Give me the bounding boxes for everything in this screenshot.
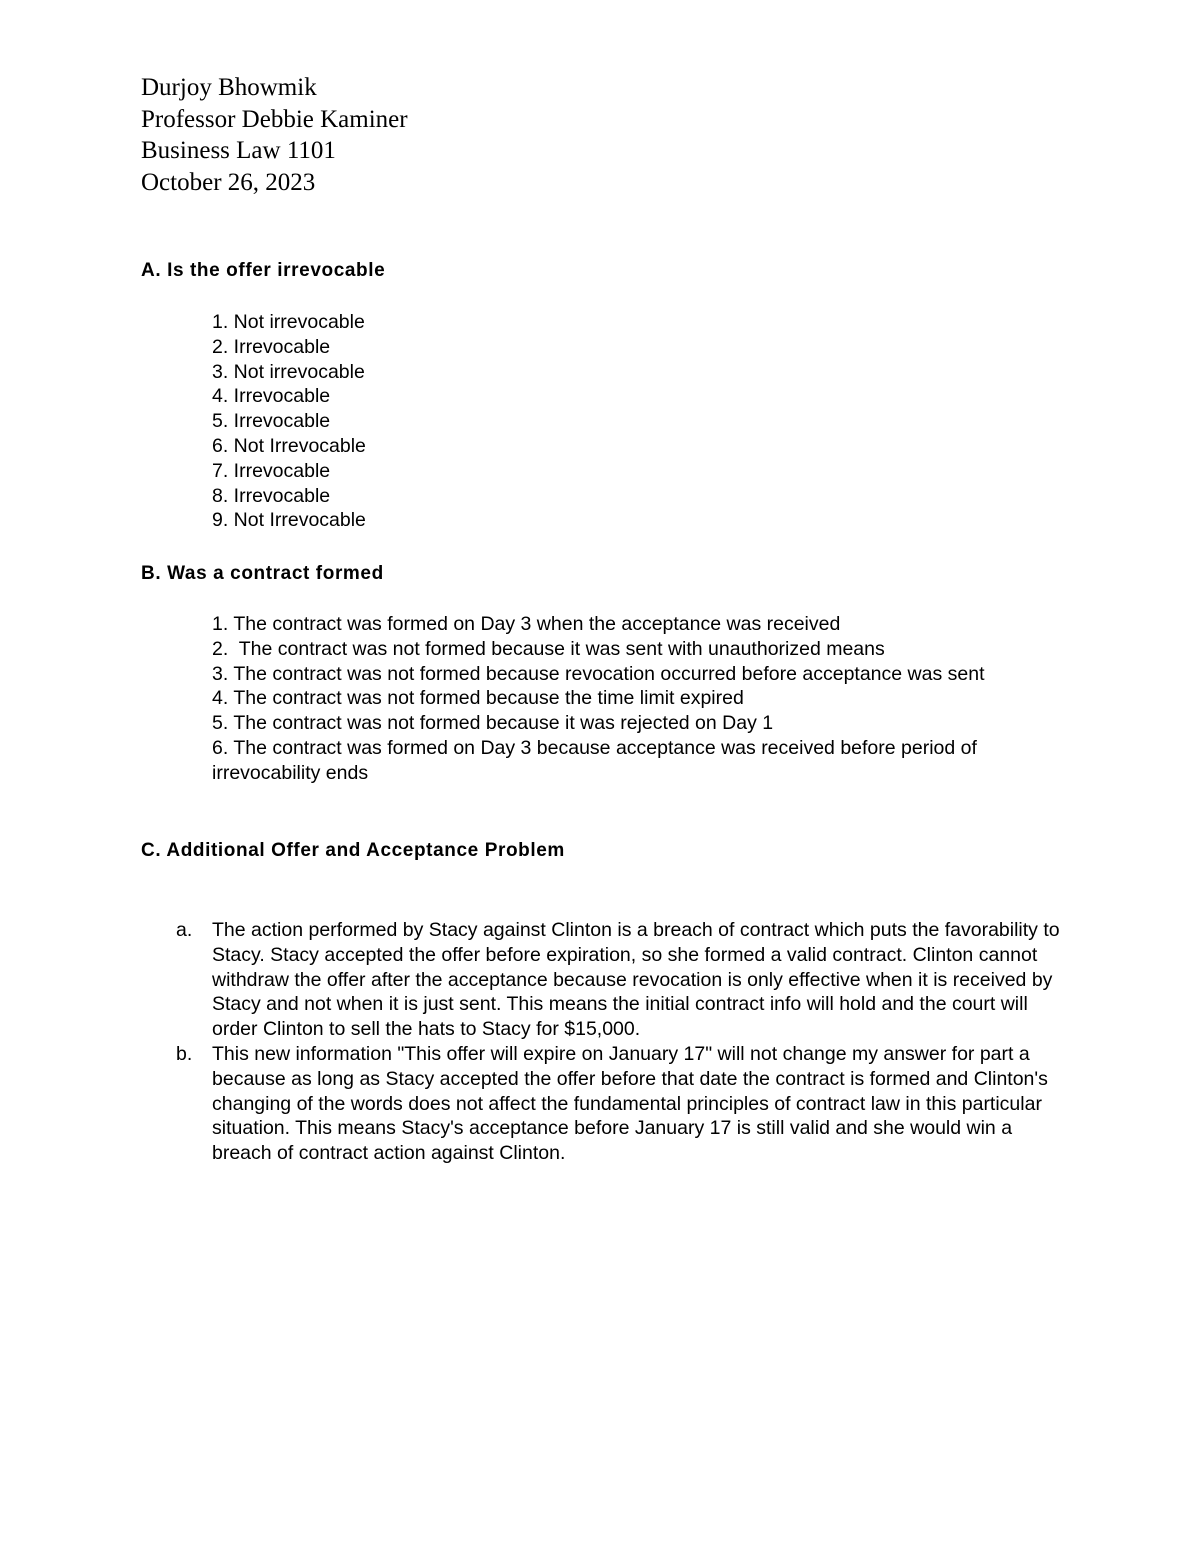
list-item [176, 1042, 1062, 1166]
list-item: 4. Irrevocable [212, 385, 331, 408]
list-item: 7. Irrevocable [212, 459, 331, 482]
section-a-list [212, 310, 1072, 533]
list-item: 2. Irrevocable [212, 335, 331, 358]
list-item: 6. The contract was formed on Day 3 because acceptance was received before period of irrevocability ends [212, 736, 977, 784]
list-marker: b. [176, 1042, 193, 1065]
list-item [176, 918, 1062, 1042]
course-name: Business Law 1101 [141, 137, 336, 164]
student-name: Durjoy Bhowmik [141, 74, 317, 101]
section-b-list [212, 612, 1062, 786]
document-date: October 26, 2023 [141, 168, 316, 196]
list-item: 1. The contract was formed on Day 3 when the acceptance was received [212, 613, 841, 635]
list-marker: a. [176, 919, 193, 941]
list-item: 5. Irrevocable [212, 410, 331, 433]
section-c-title: C. Additional Offer and Acceptance Problem [141, 840, 565, 861]
list-item: 3. Not irrevocable [212, 360, 365, 383]
list-item: 3. The contract was not formed because revocation occurred before acceptance was sent [212, 662, 985, 685]
list-item: 2. The contract was not formed because it was sent with unauthorized means [212, 637, 885, 660]
list-item: 1. Not irrevocable [212, 311, 365, 333]
section-b-title: B. Was a contract formed [141, 563, 384, 584]
list-item: 4. The contract was not formed because the time limit expired [212, 687, 744, 710]
section-c-list [176, 918, 1062, 1166]
list-item: 6. Not Irrevocable [212, 434, 366, 457]
professor-name: Professor Debbie Kaminer [141, 105, 408, 133]
list-item-text: This new information "This offer will expire on January 17" will not change my answer for part a because as long as Stacy accepted the offer before that date the contract is formed and Clinton's changing of the words does not affect the fundamental principles of contract law in this particular situation. This means Stacy's acceptance before January 17 is still valid and she would win a breach of contract action against Clinton. [212, 1042, 1048, 1165]
list-item-text: The action performed by Stacy against Clinton is a breach of contract which puts the favorability to Stacy. Stacy accepted the offer before expiration, so she formed a valid contract. Clinton cannot withdraw the offer after the acceptance because revocation is only effective when it is received by Stacy and not when it is just sent. This means the initial contract info will hold and the court will order Clinton to sell the hats to Stacy for $15,000. [212, 919, 1060, 1041]
list-item: 9. Not Irrevocable [212, 509, 366, 532]
list-item: 8. Irrevocable [212, 484, 331, 507]
header-block [141, 72, 408, 198]
list-item: 5. The contract was not formed because it was rejected on Day 1 [212, 712, 774, 735]
section-a-title: A. Is the offer irrevocable [141, 260, 386, 281]
